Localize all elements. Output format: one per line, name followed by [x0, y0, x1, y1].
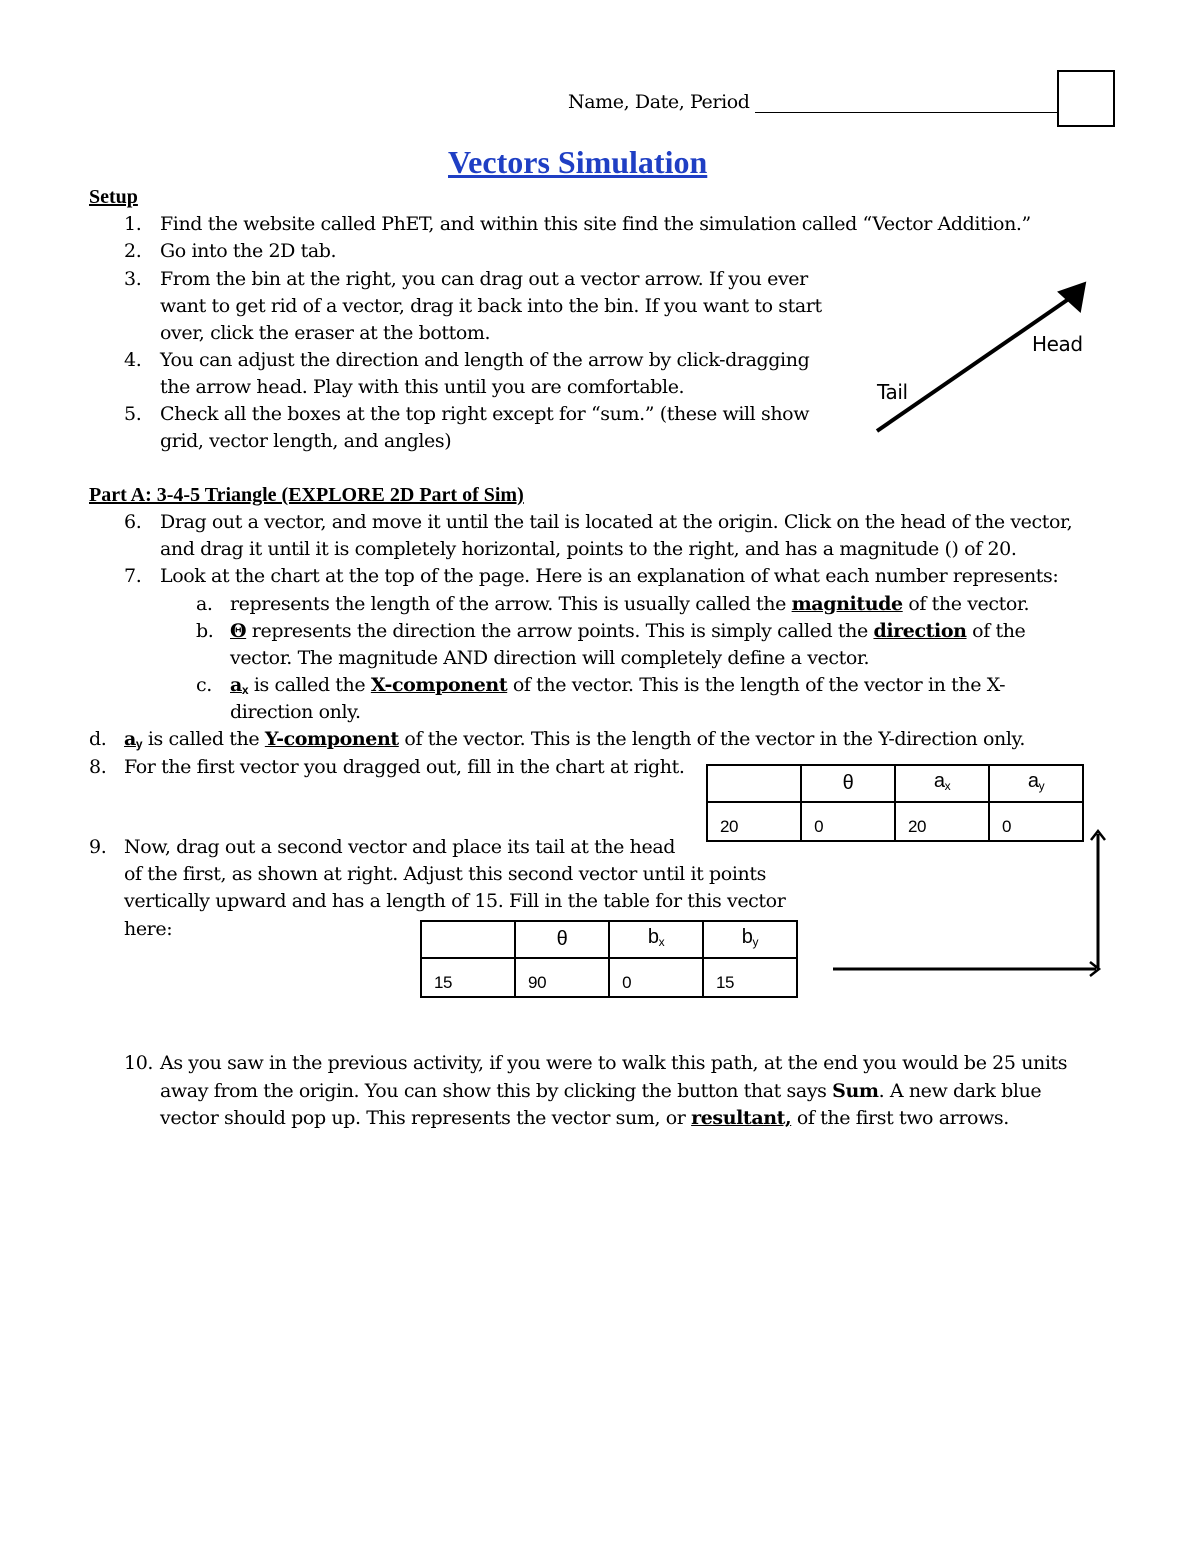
item-9-line-2: of the first, as shown at right. Adjust this second vector until it points: [124, 863, 766, 885]
cell-theta[interactable]: 90: [515, 958, 609, 997]
table-header-magnitude: [707, 765, 801, 802]
item-8-number: 8.: [89, 756, 107, 778]
head-label: Head: [1032, 332, 1083, 356]
item-10-line-3: vector should pop up. This represents the vector sum, or resultant, of the first two arrows.: [160, 1107, 1009, 1129]
term-x-component: X-component: [370, 674, 508, 696]
vector-b-table: [420, 920, 798, 998]
item-7c-letter: c.: [196, 674, 212, 696]
cell-by[interactable]: 15: [703, 958, 797, 997]
item-10-line-1: As you saw in the previous activity, if you were to walk this path, at the end you would be 25 units: [160, 1052, 1068, 1074]
item-7b-text: Θ represents the direction the arrow points. This is simply called the direction of the: [230, 620, 1026, 642]
table-header-row: [421, 921, 797, 958]
setup-item-3-line-1: From the bin at the right, you can drag out a vector arrow. If you ever: [160, 268, 808, 290]
item-7a-text: represents the length of the arrow. This is usually called the magnitude of the vector.: [230, 593, 1030, 615]
item-6-line-1: Drag out a vector, and move it until the tail is located at the origin. Click on the head of the vector,: [160, 511, 1073, 533]
table-header-by: $b_y$: [703, 921, 797, 958]
table-header-ax: $a_x$: [895, 765, 989, 802]
cell-magnitude[interactable]: 15: [421, 958, 515, 997]
vector-arrow-shaft: [877, 296, 1073, 431]
setup-item-5-line-2: grid, vector length, and angles): [160, 430, 452, 452]
item-7c-line-2: direction only.: [230, 701, 361, 723]
theta-symbol: Θ: [230, 620, 247, 642]
item-8-text: For the first vector you dragged out, fill in the chart at right.: [124, 756, 685, 778]
item-7-number: 7.: [124, 565, 142, 587]
score-box[interactable]: [1057, 70, 1115, 127]
item-9-number: 9.: [89, 836, 107, 858]
vector-diagram: [868, 278, 1098, 438]
setup-item-4-line-1: You can adjust the direction and length of the arrow by click-dragging: [160, 349, 810, 371]
table-header-row: [707, 765, 1083, 802]
item-7d-letter: d.: [89, 728, 107, 750]
tail-label: Tail: [877, 380, 908, 404]
vector-addition-diagram: [828, 826, 1113, 980]
table-header-ay: $a_y$: [989, 765, 1083, 802]
setup-item-1: 1.: [124, 213, 142, 235]
item-7d-text: $a_y$ is called the Y-component of the vector. This is the length of the vector in the Y-direction only.: [124, 728, 1025, 751]
cell-ax[interactable]: 20: [895, 802, 989, 841]
item-7c-text: $a_x$ is called the X-component of the vector. This is the length of the vector in the X-: [230, 674, 1006, 697]
item-9-line-1: Now, drag out a second vector and place its tail at the head: [124, 836, 676, 858]
term-direction: direction: [873, 620, 967, 642]
term-resultant: resultant,: [691, 1107, 792, 1129]
table-header-bx: $b_x$: [609, 921, 703, 958]
setup-heading: Setup: [89, 186, 138, 208]
table-header-magnitude: [421, 921, 515, 958]
item-10-number: 10.: [124, 1052, 154, 1074]
setup-item-4: 4.: [124, 349, 142, 371]
cell-ay[interactable]: 0: [989, 802, 1083, 841]
setup-item-3-line-3: over, click the eraser at the bottom.: [160, 322, 491, 344]
item-7b-line-2: vector. The magnitude AND direction will completely define a vector.: [230, 647, 870, 669]
setup-item-3-line-2: want to get rid of a vector, drag it back into the bin. If you want to start: [160, 295, 822, 317]
cell-theta[interactable]: 0: [801, 802, 895, 841]
name-date-period-line[interactable]: [755, 112, 1058, 113]
item-9-line-4: here:: [124, 918, 173, 940]
ay-symbol: $a_y$: [124, 728, 143, 751]
cell-magnitude[interactable]: 20: [707, 802, 801, 841]
page-title: Vectors Simulation: [448, 144, 708, 180]
setup-item-5: 5.: [124, 403, 142, 425]
item-7a-letter: a.: [196, 593, 213, 615]
setup-item-3: 3.: [124, 268, 142, 290]
table-row: [421, 958, 797, 997]
table-header-theta: θ: [801, 765, 895, 802]
sum-button-label: Sum: [832, 1080, 879, 1102]
part-a-heading: Part A: 3-4-5 Triangle (EXPLORE 2D Part of Sim): [89, 484, 524, 506]
ax-symbol: $a_x$: [230, 674, 249, 697]
term-y-component: Y-component: [264, 728, 399, 750]
item-6-number: 6.: [124, 511, 142, 533]
item-10-line-2: away from the origin. You can show this by clicking the button that says Sum. A new dark blue: [160, 1080, 1042, 1102]
item-7-text: Look at the chart at the top of the page. Here is an explanation of what each number represents:: [160, 565, 1059, 587]
item-9-line-3: vertically upward and has a length of 15. Fill in the table for this vector: [124, 890, 786, 912]
setup-item-5-line-1: Check all the boxes at the top right except for “sum.” (these will show: [160, 403, 810, 425]
setup-item-1-text: Find the website called PhET, and within this site find the simulation called “Vector Addition.”: [160, 213, 1031, 235]
item-6-line-2: and drag it until it is completely horizontal, points to the right, and has a magnitude () of 20.: [160, 538, 1017, 560]
name-date-period-label: Name, Date, Period: [568, 91, 750, 113]
setup-item-4-line-2: the arrow head. Play with this until you are comfortable.: [160, 376, 685, 398]
table-header-theta: θ: [515, 921, 609, 958]
term-magnitude: magnitude: [791, 593, 903, 615]
vector-arrow-head-icon: [1059, 283, 1085, 311]
cell-bx[interactable]: 0: [609, 958, 703, 997]
setup-item-2-text: Go into the 2D tab.: [160, 240, 337, 262]
item-7b-letter: b.: [196, 620, 214, 642]
setup-item-2: 2.: [124, 240, 142, 262]
